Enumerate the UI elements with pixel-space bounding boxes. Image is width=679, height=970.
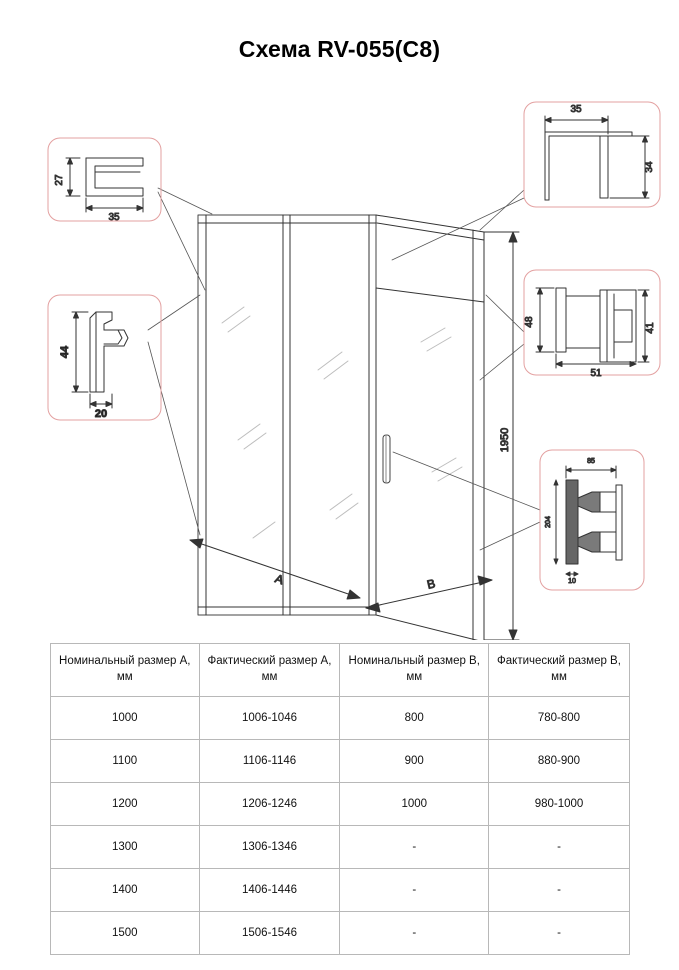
cell-actual-a: 1006-1046: [199, 697, 340, 740]
width-a-dimension: [190, 539, 360, 599]
callout-label-10: 10: [568, 578, 576, 585]
callout-top-right-profile: [524, 102, 660, 207]
cell-actual-a: 1306-1346: [199, 826, 340, 869]
cell-nominal-a: 1100: [51, 740, 200, 783]
callout-label-85: 85: [587, 458, 595, 465]
callout-label-44: 44: [59, 345, 71, 359]
callout-label-35-left: 35: [108, 212, 120, 223]
callout-label-48: 48: [524, 316, 535, 328]
depth-b-label: B: [425, 576, 437, 592]
cell-actual-a: 1406-1446: [199, 869, 340, 912]
callout-label-20: 20: [94, 408, 108, 420]
width-a-label: A: [273, 571, 286, 588]
column-header-actual-b: Фактический размер B, мм: [488, 644, 629, 697]
cell-nominal-a: 1200: [51, 783, 200, 826]
cell-nominal-a: 1000: [51, 697, 200, 740]
table-header-row: [51, 644, 630, 697]
cell-actual-a: 1106-1146: [199, 740, 340, 783]
callout-label-27: 27: [54, 174, 65, 186]
table-row: [51, 869, 630, 912]
cell-nominal-b: 800: [340, 697, 489, 740]
cell-nominal-b: 1000: [340, 783, 489, 826]
callout-label-41: 41: [645, 322, 656, 334]
cell-nominal-b: -: [340, 912, 489, 955]
shower-enclosure-diagram: [0, 80, 679, 640]
page-title: Схема RV-055(C8): [238, 36, 441, 62]
column-header-nominal-a: Номинальный размер A, мм: [51, 644, 200, 697]
column-header-actual-a: Фактический размер A, мм: [199, 644, 340, 697]
table-row: [51, 740, 630, 783]
table-row: [51, 697, 630, 740]
cell-actual-b: 880-900: [488, 740, 629, 783]
callout-label-51: 51: [590, 368, 602, 379]
cell-nominal-b: -: [340, 869, 489, 912]
cell-actual-b: -: [488, 826, 629, 869]
front-panel: [198, 215, 376, 615]
height-label: 1950: [499, 427, 511, 453]
cell-nominal-b: -: [340, 826, 489, 869]
cell-actual-a: 1506-1546: [199, 912, 340, 955]
cell-nominal-a: 1400: [51, 869, 200, 912]
column-header-nominal-b: Номинальный размер B, мм: [340, 644, 489, 697]
cell-nominal-b: 900: [340, 740, 489, 783]
size-specification-table: [50, 643, 630, 955]
table-row: [51, 826, 630, 869]
callout-label-35-right: 35: [570, 104, 582, 115]
cell-actual-b: 780-800: [488, 697, 629, 740]
cell-nominal-a: 1500: [51, 912, 200, 955]
cell-actual-b: -: [488, 912, 629, 955]
table-row: [51, 912, 630, 955]
callout-handle-detail: [540, 450, 644, 590]
leader-lines: [148, 188, 540, 550]
callout-label-34: 34: [644, 161, 655, 173]
callout-right-profile: [524, 270, 660, 375]
callout-label-204: 204: [545, 516, 552, 528]
table-row: [51, 783, 630, 826]
cell-actual-b: -: [488, 869, 629, 912]
door-handle: [383, 435, 390, 483]
cell-actual-b: 980-1000: [488, 783, 629, 826]
cell-actual-a: 1206-1246: [199, 783, 340, 826]
cell-nominal-a: 1300: [51, 826, 200, 869]
